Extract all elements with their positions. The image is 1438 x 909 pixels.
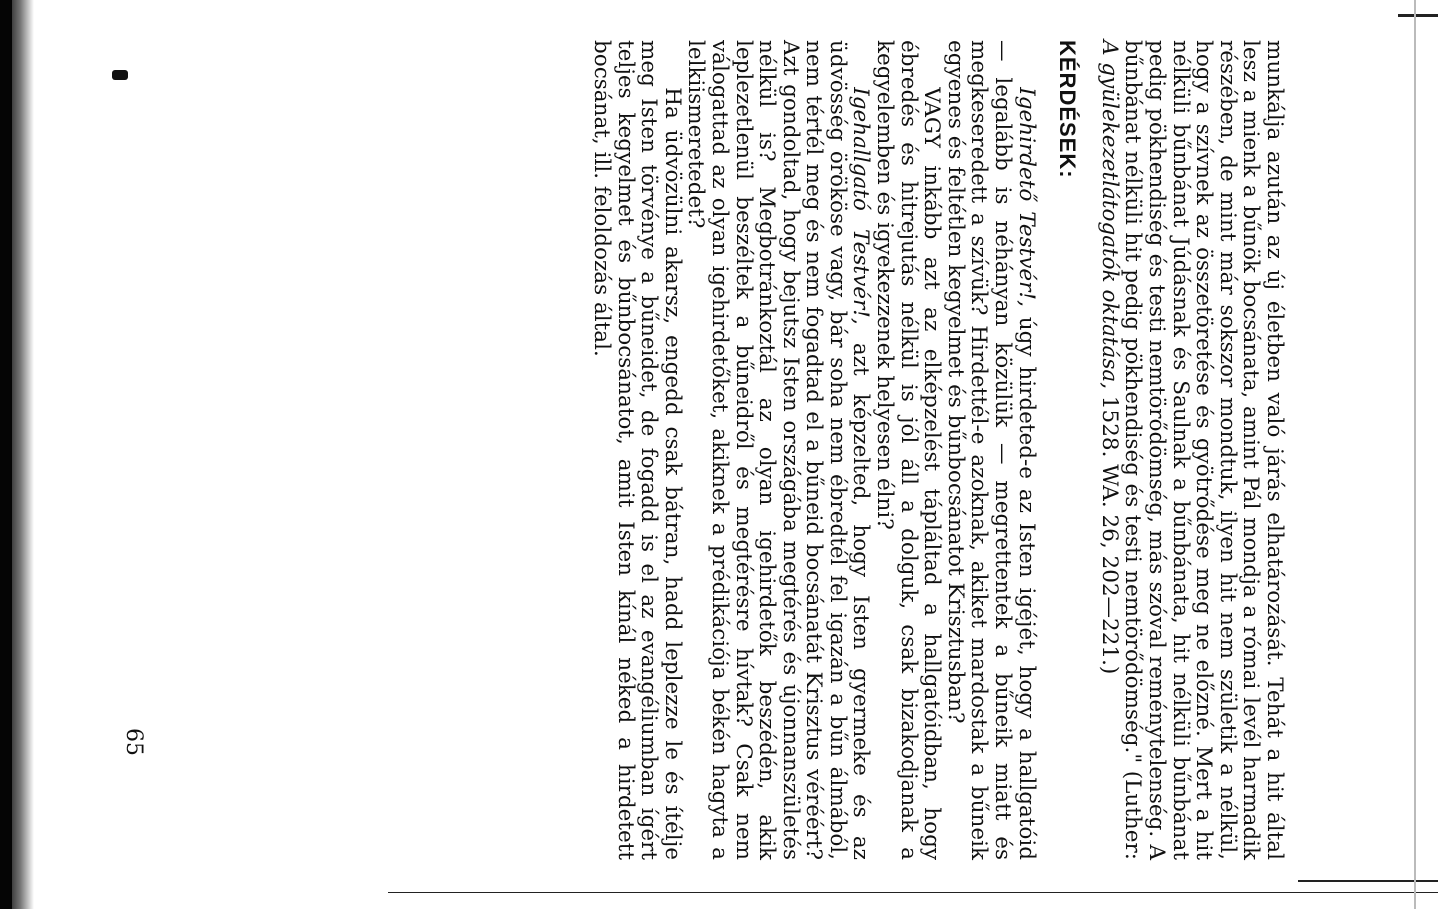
page-text <box>589 40 1286 860</box>
paragraph-3 <box>873 40 944 860</box>
vagy-lead: VAGY <box>919 87 945 148</box>
address-listener: Igehallgató Testvér!, <box>848 87 874 325</box>
section-heading: KÉRDÉSEK: <box>1055 40 1081 179</box>
page-number: 65 <box>121 728 146 756</box>
paragraph-3-text: inkább azt az elképzelést tápláltad a hallgatóidban, hogy ébredés és hitrejutás nélkül is jól áll a dolguk, csak bizakodjanak a kegyelemben és igyekezzenek helyesen élni? <box>872 40 945 860</box>
paragraph-5: Ha üdvözülni akarsz, engedd csak bátran, hadd leplezze le és ítélje meg Isten törvénye a bűneidet, de fogadd is el az evangéliumban ígért teljes kegyelmet és bűnbocsánatot, amit Isten kínál néked a hirdetett bocsánat, ill. feloldozás által. <box>588 40 685 860</box>
citation-reference: 1528. WA. 26, 202—221.) <box>1096 389 1122 675</box>
paragraph-1 <box>1097 40 1286 860</box>
citation-title: A gyülekezetlátogatók oktatása, <box>1096 40 1122 390</box>
paragraph-1-text: munkálja azután az új életben való járás elhatározását. Tehát a hit által lesz a mienk a bűnök bocsánata, amint Pál mondja a római levél harmadik részében, de mint már sokszor mondtuk, ilyen hit nem születik a nélkül, hogy a szívnek az összetöretése és gyötrődése meg ne előzné. Mert a hit nélküli bűnbánat Júdásnak és Saulnak a bűnbánata, hit nélküli bűnbánat pedig pökhendiség és testi nemtörődömség, más szóval reménytelenség. A bűnbánat nélküli hit <box>1120 40 1287 860</box>
print-mark <box>112 70 128 80</box>
paragraph-2-text: úgy hirdeted-e az Isten igéjét, hogy a hallgatóid — legalább is néhányan közülük — megrettentek a bűneik miatt és megkeseredett a szívük? Hirdettél-e azoknak, akiket mardostak a bűneik egyenes és feltétlen kegyelmet és bűnbocsánatot Krisztusban? <box>942 40 1039 860</box>
paragraph-2 <box>943 40 1037 860</box>
address-preacher: Igehirdető Testvér!, <box>1013 87 1039 307</box>
paragraph-4 <box>684 40 873 860</box>
paragraph-4-text: azt képzelted, hogy Isten gyermeke és az üdvösség örököse vagy, bár soha nem ébredtél fel igazán a bűn álmából, nem tértél meg és nem fogadtad el a bűneid bocsánatát Krisztus véréért? Azt gondoltad, hogy bejutsz Isten országába megtérés és újonnanszületés nélkül is? Megbotránkoztál az olyan igehirdetők beszédén, akik leplezetlenül beszéltek a bűneidről és megtérésre hívtak? Csak nem válogattad az olyan igehirdetőket, akiknek a prédikációja békén hagyta a lelkiismeretedet? <box>683 40 874 861</box>
luther-quote-close: pedig pökhendiség és testi nemtörődömség." (Luther: <box>1120 269 1146 860</box>
